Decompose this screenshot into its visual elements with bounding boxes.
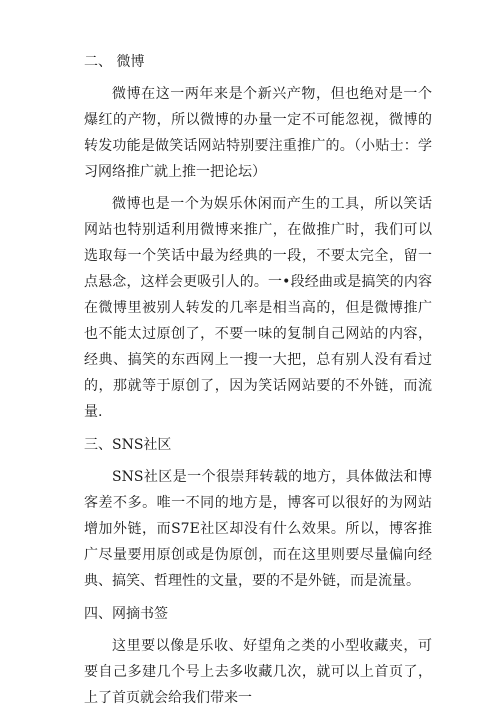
- paragraph: 这里要以像是乐收、好望角之类的小型收藏夹，可要自己多建几个号上去多收藏几次，就可以上首页了，上了首页就会给我们带来一: [84, 638, 432, 706]
- paragraph: SNS社区是一个很崇拜转载的地方，具体做法和博客差不多。唯一不同的地方是，博客可以很好的为网站增加外链，而S7E社区却没有什么效果。所以，博客推广尽量要用原创或是伪原创，而在这里则要尽量偏向经典、搞笑、哲理性的文量，要的不是外链，而是流量。: [84, 469, 432, 589]
- paragraph: 微博在这一两年来是个新兴产物，但也绝对是一个爆红的产物，所以微博的办量一定不可能忽视，微博的转发功能是做笑话网站特别要注重推广的。（小贴士：学习网络推广就上推一把论坛）: [84, 86, 432, 180]
- paragraph: 微博也是一个为娱乐休闲而产生的工具，所以笑话网站也特别适利用微博来推广，在做推广时，我们可以选取每一个笑话中最为经典的一段，不要太完全，留一点悬念，这样会更吸引人的。一•段经曲或是搞笑的内容在微博里被别人转发的几率是相当高的，但是微博推广也不能太过原创了，不要一味的复制自己网站的内容，经典、搞笑的东西网上一搜一大把，总有别人没有看过的，那就等于原创了，因为笑话网站要的不外链，而流量.: [84, 196, 432, 420]
- section-heading-sns: 三、SNS社区: [84, 437, 172, 453]
- section-heading-bookmarks: 四、网摘书签: [84, 606, 168, 622]
- section-heading-weibo: 二、 微博: [84, 54, 145, 70]
- document-body: [84, 48, 432, 711]
